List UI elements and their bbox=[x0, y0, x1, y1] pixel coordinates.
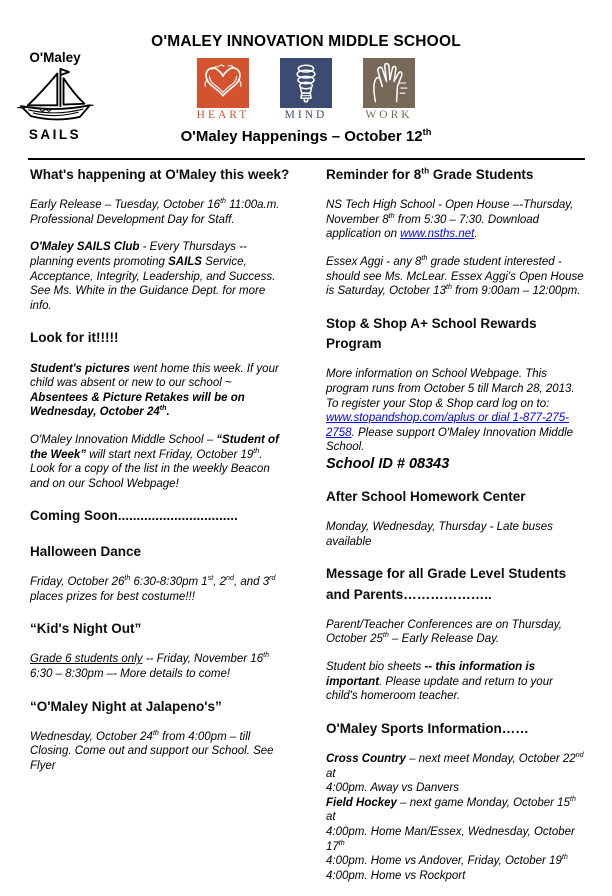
text-run: – next meet Monday, October 22 bbox=[405, 753, 576, 766]
text-run: . Look for a copy of the list in the weekly Beacon and on our School Webpage! bbox=[30, 448, 270, 490]
paragraph-student-of-week bbox=[30, 433, 290, 491]
text-run: . Please support O'Maley Innovation Middle School. bbox=[326, 426, 574, 454]
heart-badge-square bbox=[197, 58, 249, 108]
section-heading-homework-center bbox=[326, 487, 586, 507]
text-run: O'Maley SAILS Club bbox=[30, 241, 140, 254]
text-run: th bbox=[253, 446, 260, 455]
text-run: – next game Monday, October 15 bbox=[396, 796, 570, 809]
text-run: th bbox=[445, 283, 452, 292]
text-run: Message for all Grade Level Students and Parents……………….. bbox=[326, 566, 567, 602]
work-badge bbox=[362, 58, 416, 121]
text-run: from 9:00am – 12:00pm. bbox=[451, 285, 581, 298]
text-run: Grade 6 students only bbox=[30, 653, 143, 666]
text-run: Reminder for 8 bbox=[326, 167, 422, 182]
text-run: Friday, October 26 bbox=[30, 575, 125, 588]
paragraph-ns-tech bbox=[326, 198, 586, 242]
text-run: Parent/Teacher Conferences are on Thursday, October 25 bbox=[326, 618, 562, 646]
heart-hands-icon bbox=[200, 61, 246, 105]
section-heading-coming-soon bbox=[30, 506, 290, 526]
text-run: nd bbox=[575, 751, 584, 760]
text-run: After School Homework Center bbox=[326, 488, 526, 504]
paragraph-halloween-dance bbox=[30, 575, 290, 604]
section-heading-kids-night-out bbox=[30, 619, 290, 639]
hyperlink[interactable]: www.stopandshop.com/aplus or dial 1-877-275-2758 bbox=[326, 412, 569, 439]
text-run: , and 3 bbox=[233, 575, 270, 588]
text-run: st bbox=[207, 574, 214, 583]
logo-sails-text: SAILS bbox=[28, 127, 82, 142]
text-run: Grade Students bbox=[429, 167, 534, 182]
text-run: 6:30 – 8:30pm –- More details to come! bbox=[30, 667, 231, 680]
heart-badge-label: HEART bbox=[196, 109, 250, 121]
text-run: Field Hockey bbox=[326, 796, 397, 809]
text-run: Student's pictures bbox=[30, 362, 130, 375]
mind-badge bbox=[279, 58, 333, 121]
text-run: 4:00pm. Home vs Rockport bbox=[326, 869, 466, 882]
text-run: Monday, Wednesday, Thursday - Late buses available bbox=[326, 521, 553, 548]
text-run: will start next Friday, October 19 bbox=[86, 448, 254, 461]
text-run: th bbox=[421, 165, 430, 176]
text-run: O'Maley Happenings – October 12 bbox=[180, 128, 423, 145]
text-run: . bbox=[474, 228, 478, 241]
text-run: Halloween Dance bbox=[30, 543, 142, 559]
mind-bulb-icon bbox=[283, 61, 329, 105]
paragraph-kids-night-out bbox=[30, 652, 290, 681]
text-run: th bbox=[569, 794, 576, 803]
text-run: School ID # 08343 bbox=[326, 455, 450, 472]
text-run: at bbox=[326, 811, 336, 824]
text-run: Service, Acceptance, Integrity, Leadership, and Success. See Ms. White in the Guidance Dept. for more info. bbox=[30, 256, 276, 312]
text-run: 4:00pm. Away vs Danvers bbox=[326, 782, 459, 795]
text-run: NS Tech High School - Open House –-Thursday, November 8 bbox=[326, 199, 574, 226]
paragraph-sports-schedule bbox=[326, 752, 586, 883]
text-run: Absentees & Picture Retakes will be on Wednesday, October 24 bbox=[30, 391, 245, 419]
text-run: Wednesday, October 24 bbox=[30, 730, 153, 743]
section-heading-whats-happening bbox=[30, 165, 290, 185]
text-run: -- Friday, November 16 bbox=[142, 653, 264, 666]
text-run: “O'Maley Night at Jalapeno's” bbox=[30, 698, 222, 714]
text-run: th bbox=[338, 838, 345, 847]
section-heading-halloween-dance bbox=[30, 542, 290, 562]
text-run: went home this week. If your child was absent or new to our school ~ bbox=[30, 362, 279, 390]
text-run: – Early Release Day. bbox=[388, 633, 500, 646]
paragraph-sails-club bbox=[30, 240, 290, 313]
mind-badge-square bbox=[280, 58, 332, 108]
text-run: 4:00pm. Home Man/Essex, Wednesday, October 17 bbox=[326, 826, 575, 853]
text-run: -- this information is important bbox=[326, 661, 535, 688]
text-run: grade student interested - should see Ms. McLear. Essex Aggi's Open House is Saturday, October 13 bbox=[326, 256, 584, 298]
paragraph-early-release bbox=[30, 198, 290, 227]
text-run: - Every Thursdays -- planning events promoting bbox=[30, 241, 247, 269]
paragraph-essex-aggi bbox=[326, 255, 586, 299]
text-run: “Student of the Week” bbox=[30, 434, 279, 461]
text-run: th bbox=[388, 212, 395, 221]
text-run: th bbox=[421, 254, 428, 263]
paragraph-jalapenos-night bbox=[30, 730, 290, 774]
section-heading-grade-level-message bbox=[326, 564, 586, 605]
sailboat-icon bbox=[15, 65, 95, 127]
paragraph-homework-center bbox=[326, 520, 586, 549]
hyperlink[interactable]: www.nsths.net bbox=[400, 228, 475, 241]
text-run: Student bio sheets bbox=[326, 661, 425, 673]
text-run: Look for it!!!!! bbox=[30, 330, 119, 346]
text-run: 11:00a.m. Professional Development Day for Staff. bbox=[30, 199, 280, 226]
text-run: 4:00pm. Home vs Andover, Friday, October 19 bbox=[326, 855, 562, 868]
text-run: th bbox=[220, 197, 227, 206]
content-columns bbox=[0, 160, 612, 896]
text-run: rd bbox=[269, 574, 276, 583]
school-id-number bbox=[326, 456, 586, 472]
text-run: Coming Soon................................ bbox=[30, 508, 238, 524]
text-run: th bbox=[422, 127, 432, 137]
text-run: 6:30-8:30pm 1 bbox=[130, 575, 208, 588]
text-run: “Kid's Night Out” bbox=[30, 621, 142, 637]
text-run: th bbox=[152, 728, 159, 737]
text-run: nd bbox=[226, 574, 234, 583]
school-logo bbox=[13, 50, 97, 142]
text-run: th bbox=[124, 574, 131, 583]
work-badge-square bbox=[363, 58, 415, 108]
text-run: from 4:00pm – till Closing. Come out and support our School. See Flyer bbox=[30, 730, 274, 772]
section-heading-stop-and-shop bbox=[326, 314, 586, 355]
text-run: Stop & Shop A+ School Rewards Program bbox=[326, 315, 537, 352]
text-run: . bbox=[166, 406, 170, 419]
work-badge-label: WORK bbox=[365, 109, 413, 121]
text-run: at bbox=[326, 767, 336, 780]
text-run: , 2 bbox=[213, 575, 227, 588]
text-run: What's happening at O'Maley this week? bbox=[30, 167, 290, 182]
paragraph-student-pictures bbox=[30, 362, 290, 420]
paragraph-stop-and-shop bbox=[326, 367, 586, 455]
text-run: Cross Country bbox=[326, 753, 406, 766]
text-run: th bbox=[159, 404, 167, 413]
section-heading-jalapenos-night bbox=[30, 697, 290, 717]
work-hand-icon bbox=[366, 61, 412, 105]
school-title: O'MALEY INNOVATION MIDDLE SCHOOL bbox=[151, 33, 461, 50]
section-heading-8th-grade-reminder bbox=[326, 165, 586, 185]
mind-badge-label: MIND bbox=[284, 109, 328, 121]
text-run: places prizes for best costume!!! bbox=[30, 590, 195, 603]
section-heading-sports-information bbox=[326, 719, 586, 739]
text-run: More information on School Webpage. This program runs from October 5 till March 28, 2013. To register your Stop & Shop card log on to: bbox=[326, 368, 575, 410]
text-run: th bbox=[263, 651, 270, 660]
left-column bbox=[30, 162, 290, 896]
section-heading-look-for-it bbox=[30, 328, 290, 348]
paragraph-conferences bbox=[326, 618, 586, 647]
logo-omaley-text: O'Maley bbox=[29, 50, 81, 65]
text-run: th bbox=[382, 631, 389, 640]
text-run: SAILS bbox=[168, 256, 202, 269]
text-run: . Please update and return to your child's homeroom teacher. bbox=[326, 675, 553, 703]
heart-badge bbox=[196, 58, 250, 121]
text-run: from 5:30 – 7:30. Download application on bbox=[326, 213, 540, 241]
paragraph-bio-sheets bbox=[326, 660, 586, 704]
text-run: Early Release – Tuesday, October 16 bbox=[30, 199, 221, 212]
text-run: Essex Aggi - any 8 bbox=[326, 256, 422, 269]
text-run: O'Maley Innovation Middle School – bbox=[30, 434, 217, 447]
text-run: O'Maley Sports Information…… bbox=[326, 720, 529, 736]
right-column bbox=[326, 162, 586, 896]
text-run: th bbox=[561, 853, 568, 862]
